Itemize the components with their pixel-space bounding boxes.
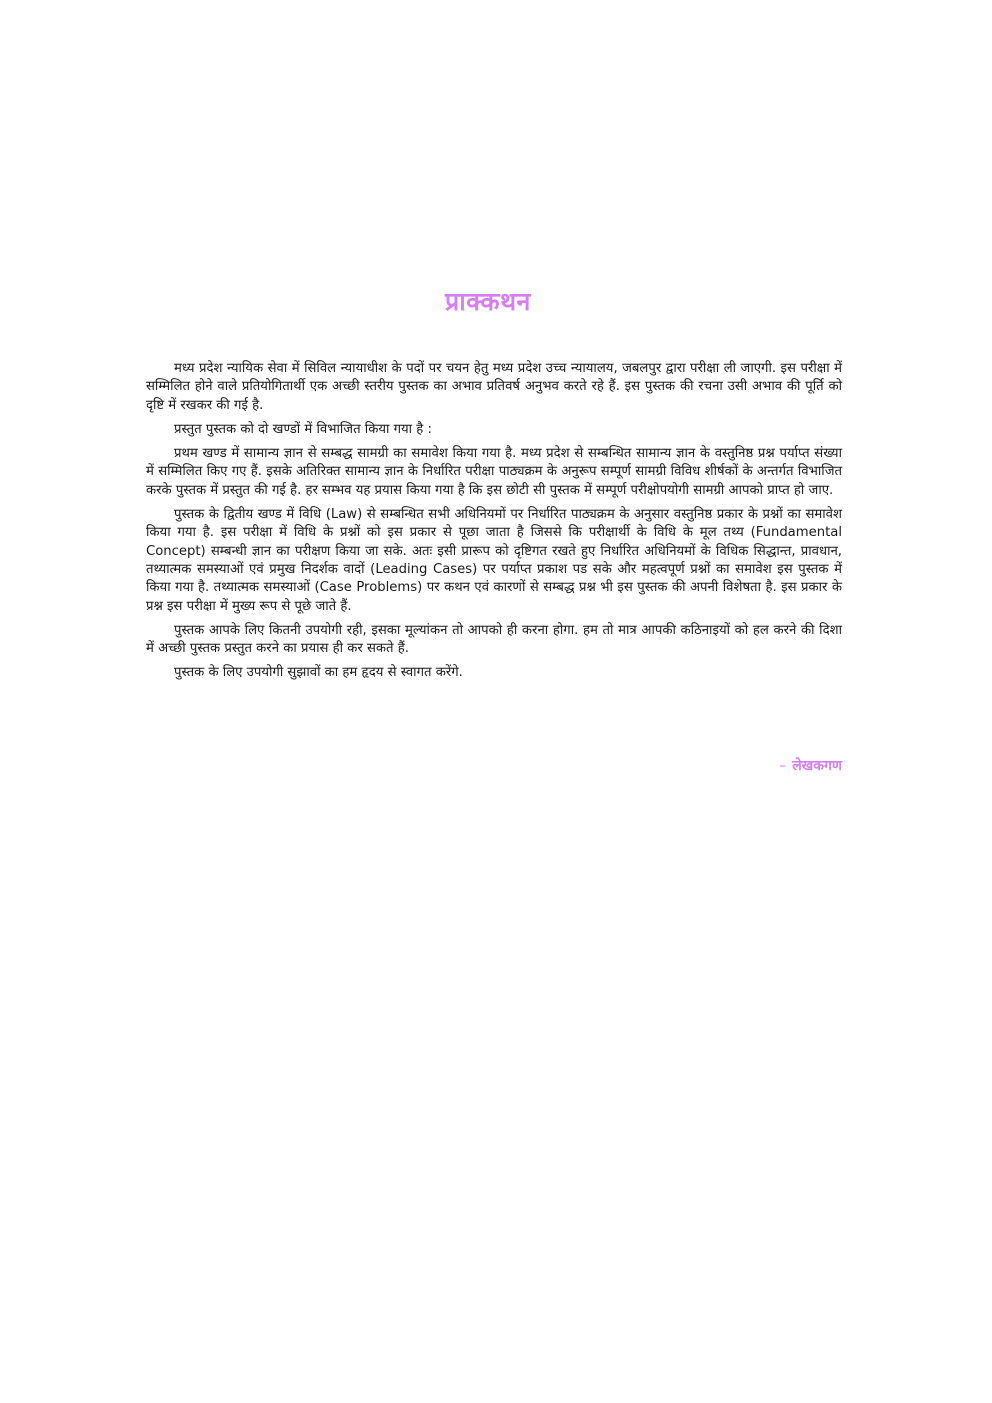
- paragraph-section-one: प्रथम खण्ड में सामान्य ज्ञान से सम्बद्ध सामग्री का समावेश किया गया है. मध्य प्रदेश से सम्बन्धित सामान्य ज्ञान के वस्तुनिष्ठ प्रश्न पर्याप्त संख्या में सम्मिलित किए गए हैं. इसके अतिरिक्त सामान्य ज्ञान के निर्धारित परीक्षा पाठ्यक्रम के अनुरूप सम्पूर्ण सामग्री विविध शीर्षकों के अन्तर्गत विभाजित करके पुस्तक में प्रस्तुत की गई है. हर सम्भव यह प्रयास किया गया है कि इस छोटी सी पुस्तक में सम्पूर्ण परीक्षोपयोगी सामग्री आपको प्राप्त हो जाए.: [146, 446, 842, 498]
- signature-dash: –: [779, 758, 787, 774]
- signature-text: लेखकगण: [792, 758, 842, 774]
- preface-body: [146, 360, 842, 689]
- paragraph-suggestions: पुस्तक के लिए उपयोगी सुझावों का हम हृदय से स्वागत करेंगे.: [174, 665, 463, 681]
- paragraph-evaluation: पुस्तक आपके लिए कितनी उपयोगी रही, इसका मूल्यांकन तो आपको ही करना होगा. हम तो मात्र आपकी कठिनाइयों को हल करने की दिशा में अच्छी पुस्तक प्रस्तुत करने का प्रयास ही कर सकते हैं.: [146, 622, 842, 657]
- paragraph-structure: प्रस्तुत पुस्तक को दो खण्डों में विभाजित किया गया है :: [174, 421, 432, 437]
- paragraph-section-two: पुस्तक के द्वितीय खण्ड में विधि (Law) से सम्बन्धित सभी अधिनियमों पर निर्धारित पाठ्यक्रम के अनुसार वस्तुनिष्ठ प्रकार के प्रश्नों का समावेश किया गया है. इस परीक्षा में विधि के प्रश्नों को इस प्रकार से पूछा जाता है जिससे कि परीक्षार्थी के विधि के मूल तथ्य (Fundamental Concept) सम्बन्धी ज्ञान का परीक्षण किया जा सके. अतः इसी प्रारूप को दृष्टिगत रखते हुए निर्धारित अधिनियमों के विधिक सिद्धान्त, प्रावधान, तथ्यात्मक समस्याओं एवं प्रमुख निदर्शक वादों (Leading Cases) पर पर्याप्त प्रकाश पड सके और महत्वपूर्ण प्रश्नों का समावेश इस पुस्तक में किया गया है. तथ्यात्मक समस्याओं (Case Problems) पर कथन एवं कारणों से सम्बद्ध प्रश्न भी इस पुस्तक की अपनी विशेषता है. इस प्रकार के प्रश्न इस परीक्षा में मुख्य रूप से पूछे जाते हैं.: [146, 507, 842, 614]
- author-signature: [146, 756, 842, 775]
- paragraph-intro: मध्य प्रदेश न्यायिक सेवा में सिविल न्यायाधीश के पदों पर चयन हेतु मध्य प्रदेश उच्च न्यायालय, जबलपुर द्वारा परीक्षा ली जाएगी. इस परीक्षा में सम्मिलित होने वाले प्रतियोगितार्थी एक अच्छी स्तरीय पुस्तक का अभाव प्रतिवर्ष अनुभव करते रहे हैं. इस पुस्तक की रचना उसी अभाव की पूर्ति को दृष्टि में रखकर की गई है.: [146, 361, 842, 413]
- page-title: प्राक्कथन: [445, 287, 531, 316]
